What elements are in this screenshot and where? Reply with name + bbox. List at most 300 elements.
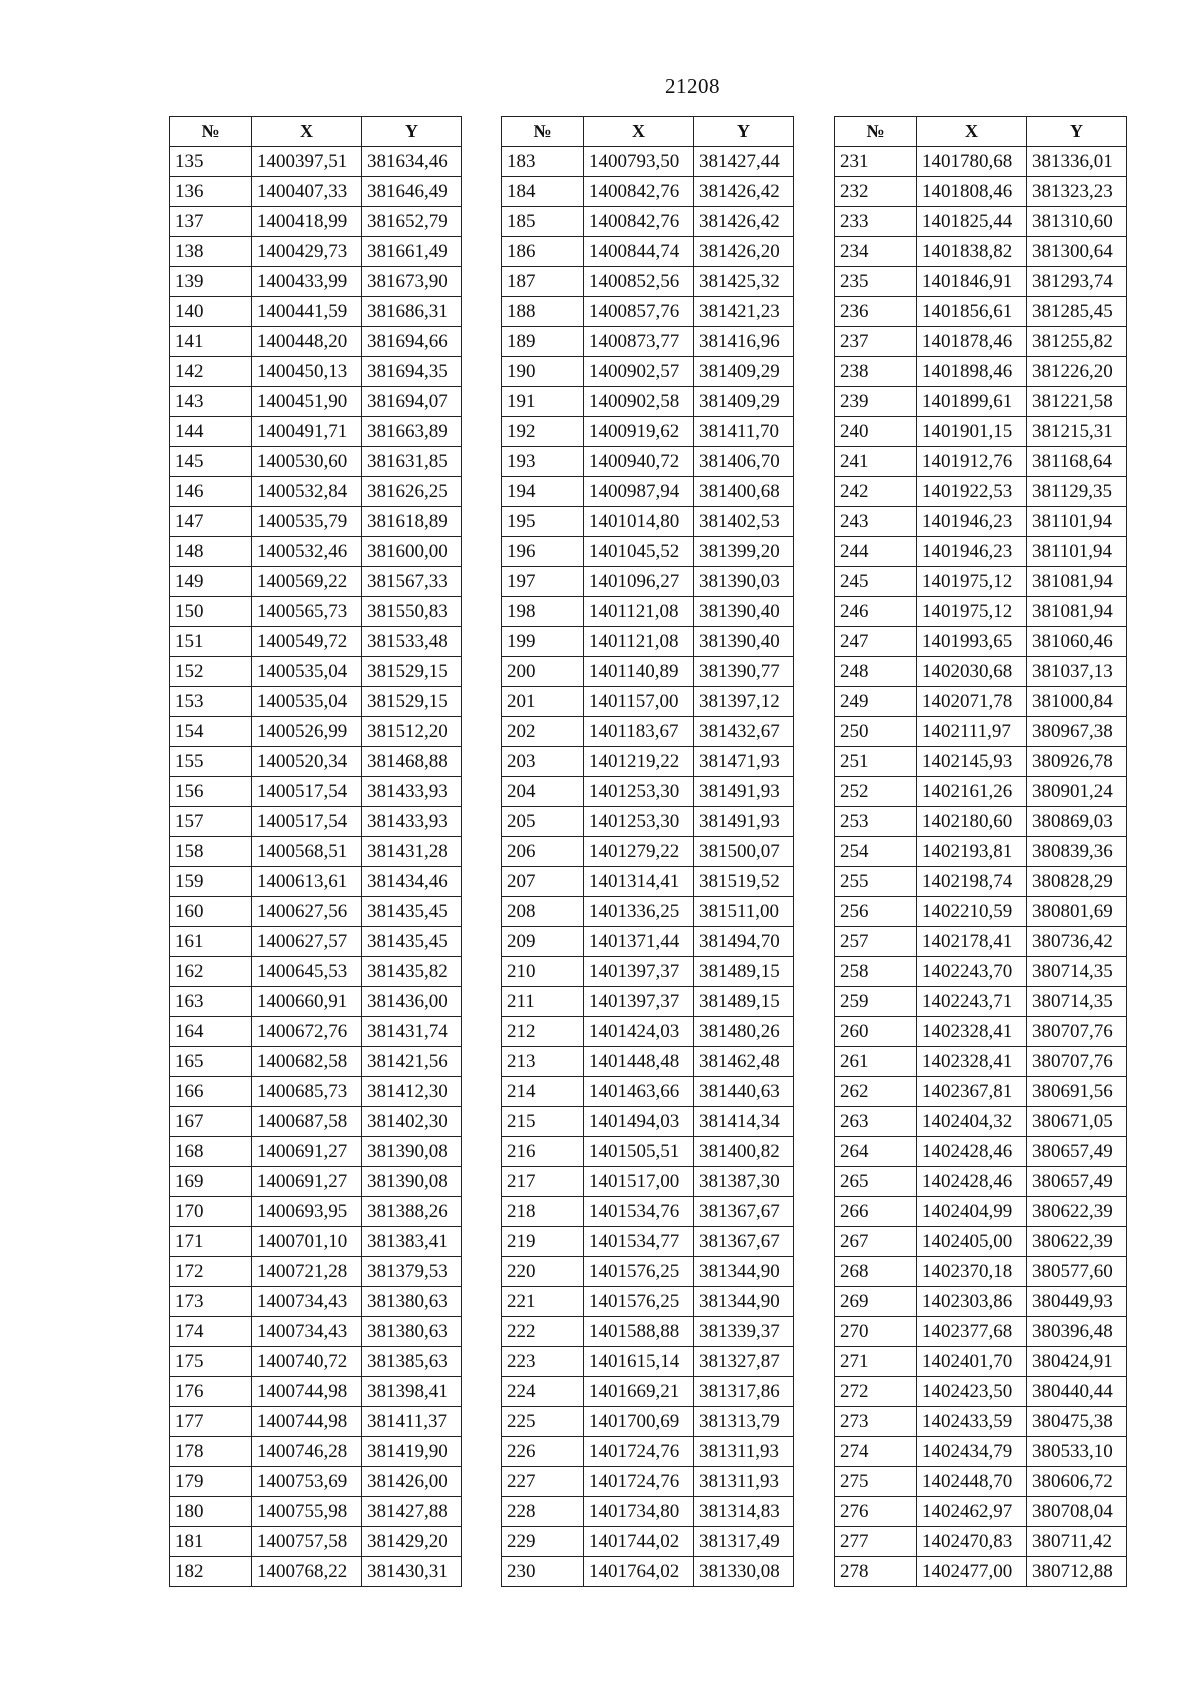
cell-number: 149 [170,567,252,597]
table-row [835,957,1127,987]
cell-y: 381600,00 [362,537,462,567]
cell-number: 192 [502,417,584,447]
cell-number: 180 [170,1497,252,1527]
cell-x: 1401669,21 [584,1377,694,1407]
cell-number: 155 [170,747,252,777]
cell-number: 142 [170,357,252,387]
table-row [170,1257,462,1287]
cell-y: 381367,67 [694,1227,794,1257]
column-header-number: № [835,117,917,147]
table-row [502,447,794,477]
cell-number: 177 [170,1407,252,1437]
cell-y: 380449,93 [1027,1287,1127,1317]
cell-y: 381626,25 [362,477,462,507]
table-row [170,1437,462,1467]
cell-number: 171 [170,1227,252,1257]
table-row [170,1287,462,1317]
table-row [835,477,1127,507]
cell-number: 144 [170,417,252,447]
table-row [502,897,794,927]
table-row [502,1467,794,1497]
cell-number: 146 [170,477,252,507]
cell-number: 205 [502,807,584,837]
table-row [835,1197,1127,1227]
cell-y: 381310,60 [1027,207,1127,237]
cell-y: 381388,26 [362,1197,462,1227]
cell-y: 380926,78 [1027,747,1127,777]
cell-number: 235 [835,267,917,297]
cell-x: 1400740,72 [252,1347,362,1377]
cell-x: 1400693,95 [252,1197,362,1227]
cell-number: 141 [170,327,252,357]
cell-x: 1400768,22 [252,1557,362,1587]
table-row [502,837,794,867]
cell-y: 381344,90 [694,1257,794,1287]
cell-number: 165 [170,1047,252,1077]
table-row [835,837,1127,867]
cell-number: 175 [170,1347,252,1377]
cell-number: 202 [502,717,584,747]
cell-y: 381400,68 [694,477,794,507]
table-row [170,507,462,537]
cell-number: 236 [835,297,917,327]
cell-y: 381402,53 [694,507,794,537]
cell-x: 1401946,23 [917,537,1027,567]
cell-number: 211 [502,987,584,1017]
table-row [502,717,794,747]
cell-y: 381432,67 [694,717,794,747]
cell-x: 1400672,76 [252,1017,362,1047]
cell-x: 1401253,30 [584,807,694,837]
table-row [170,777,462,807]
cell-number: 161 [170,927,252,957]
cell-x: 1400569,22 [252,567,362,597]
cell-x: 1400691,27 [252,1137,362,1167]
table-row [502,267,794,297]
table-row [170,1137,462,1167]
cell-x: 1401517,00 [584,1167,694,1197]
cell-x: 1402462,97 [917,1497,1027,1527]
cell-number: 229 [502,1527,584,1557]
cell-x: 1400407,33 [252,177,362,207]
cell-x: 1401899,61 [917,387,1027,417]
table-row [170,1347,462,1377]
table-row [502,1017,794,1047]
cell-x: 1402370,18 [917,1257,1027,1287]
table-row [170,207,462,237]
cell-x: 1402030,68 [917,657,1027,687]
cell-number: 166 [170,1077,252,1107]
cell-number: 190 [502,357,584,387]
cell-number: 210 [502,957,584,987]
cell-number: 261 [835,1047,917,1077]
table-row [170,147,462,177]
cell-x: 1401183,67 [584,717,694,747]
cell-x: 1400532,46 [252,537,362,567]
cell-y: 381480,26 [694,1017,794,1047]
cell-number: 240 [835,417,917,447]
table-row [502,1407,794,1437]
cell-y: 381471,93 [694,747,794,777]
table-row [835,357,1127,387]
cell-y: 381631,85 [362,447,462,477]
table-row [170,1077,462,1107]
cell-y: 381567,33 [362,567,462,597]
cell-y: 381000,84 [1027,687,1127,717]
cell-x: 1400757,58 [252,1527,362,1557]
cell-y: 381550,83 [362,597,462,627]
cell-y: 381323,23 [1027,177,1127,207]
table-row [835,867,1127,897]
cell-x: 1402423,50 [917,1377,1027,1407]
cell-y: 380714,35 [1027,987,1127,1017]
cell-x: 1401140,89 [584,657,694,687]
cell-x: 1402161,26 [917,777,1027,807]
cell-y: 380533,10 [1027,1437,1127,1467]
cell-number: 137 [170,207,252,237]
table-row [835,1227,1127,1257]
cell-number: 199 [502,627,584,657]
cell-y: 380657,49 [1027,1167,1127,1197]
table-row [502,147,794,177]
table-row [502,627,794,657]
table-row [170,1317,462,1347]
cell-x: 1401314,41 [584,867,694,897]
cell-number: 242 [835,477,917,507]
table-row [835,597,1127,627]
table-row [502,537,794,567]
table-row [835,237,1127,267]
table-row [502,1167,794,1197]
table-row [502,1437,794,1467]
cell-number: 276 [835,1497,917,1527]
cell-number: 187 [502,267,584,297]
cell-number: 272 [835,1377,917,1407]
cell-x: 1401825,44 [917,207,1027,237]
cell-y: 381221,58 [1027,387,1127,417]
cell-y: 380707,76 [1027,1017,1127,1047]
cell-y: 380967,38 [1027,717,1127,747]
cell-y: 381255,82 [1027,327,1127,357]
table-row [835,747,1127,777]
cell-x: 1402243,70 [917,957,1027,987]
cell-y: 381421,23 [694,297,794,327]
cell-number: 227 [502,1467,584,1497]
cell-x: 1400721,28 [252,1257,362,1287]
table-row [170,867,462,897]
table-row [502,687,794,717]
cell-x: 1402180,60 [917,807,1027,837]
cell-number: 184 [502,177,584,207]
table-row [835,1467,1127,1497]
cell-number: 139 [170,267,252,297]
cell-number: 221 [502,1287,584,1317]
table-row [502,477,794,507]
cell-x: 1401764,02 [584,1557,694,1587]
cell-x: 1400755,98 [252,1497,362,1527]
cell-y: 380707,76 [1027,1047,1127,1077]
cell-y: 381686,31 [362,297,462,327]
cell-number: 152 [170,657,252,687]
cell-number: 138 [170,237,252,267]
table-row [170,1227,462,1257]
cell-number: 172 [170,1257,252,1287]
table-row [835,417,1127,447]
table-row [170,1527,462,1557]
table-row [170,1467,462,1497]
cell-number: 230 [502,1557,584,1587]
cell-number: 162 [170,957,252,987]
cell-y: 381409,29 [694,357,794,387]
cell-y: 381489,15 [694,957,794,987]
cell-y: 380712,88 [1027,1557,1127,1587]
coordinates-table-2 [501,116,794,1587]
cell-y: 381339,37 [694,1317,794,1347]
cell-x: 1401336,25 [584,897,694,927]
cell-number: 274 [835,1437,917,1467]
cell-number: 168 [170,1137,252,1167]
table-row [835,1137,1127,1167]
table-row [170,1497,462,1527]
table-row [835,1497,1127,1527]
cell-y: 381440,63 [694,1077,794,1107]
cell-y: 380714,35 [1027,957,1127,987]
table-row [502,1497,794,1527]
cell-number: 213 [502,1047,584,1077]
cell-number: 220 [502,1257,584,1287]
cell-number: 224 [502,1377,584,1407]
cell-number: 159 [170,867,252,897]
cell-y: 381634,46 [362,147,462,177]
table-row [170,1107,462,1137]
table-row [835,1557,1127,1587]
cell-number: 232 [835,177,917,207]
cell-number: 167 [170,1107,252,1137]
table-row [170,1047,462,1077]
table-row [170,957,462,987]
cell-number: 222 [502,1317,584,1347]
cell-x: 1401615,14 [584,1347,694,1377]
cell-y: 381311,93 [694,1467,794,1497]
cell-x: 1401846,91 [917,267,1027,297]
cell-number: 218 [502,1197,584,1227]
cell-x: 1400842,76 [584,177,694,207]
column-header-y: Y [694,117,794,147]
cell-y: 381431,74 [362,1017,462,1047]
cell-x: 1402198,74 [917,867,1027,897]
table-row [835,1527,1127,1557]
cell-y: 381383,41 [362,1227,462,1257]
cell-x: 1400627,56 [252,897,362,927]
table-row [502,1287,794,1317]
cell-number: 196 [502,537,584,567]
cell-y: 381081,94 [1027,597,1127,627]
cell-y: 381317,86 [694,1377,794,1407]
cell-y: 381694,07 [362,387,462,417]
table-row [502,1257,794,1287]
table-row [170,537,462,567]
cell-y: 381426,42 [694,207,794,237]
table-row [835,1257,1127,1287]
cell-x: 1401946,23 [917,507,1027,537]
cell-number: 156 [170,777,252,807]
cell-number: 264 [835,1137,917,1167]
table-row [502,387,794,417]
cell-y: 381661,49 [362,237,462,267]
cell-x: 1401878,46 [917,327,1027,357]
cell-y: 381215,31 [1027,417,1127,447]
cell-number: 188 [502,297,584,327]
cell-number: 265 [835,1167,917,1197]
cell-x: 1401371,44 [584,927,694,957]
cell-number: 215 [502,1107,584,1137]
cell-y: 381101,94 [1027,507,1127,537]
table-row [170,1557,462,1587]
cell-x: 1402111,97 [917,717,1027,747]
cell-x: 1402428,46 [917,1137,1027,1167]
cell-x: 1400744,98 [252,1377,362,1407]
table-row [835,387,1127,417]
table-row [170,687,462,717]
table-row [835,1437,1127,1467]
table-row [170,987,462,1017]
cell-x: 1400857,76 [584,297,694,327]
cell-x: 1401700,69 [584,1407,694,1437]
cell-y: 381491,93 [694,777,794,807]
cell-x: 1400517,54 [252,807,362,837]
cell-x: 1402210,59 [917,897,1027,927]
cell-number: 237 [835,327,917,357]
table-row [170,597,462,627]
cell-number: 259 [835,987,917,1017]
cell-x: 1402145,93 [917,747,1027,777]
cell-y: 380828,29 [1027,867,1127,897]
cell-x: 1402328,41 [917,1047,1027,1077]
cell-number: 223 [502,1347,584,1377]
cell-number: 169 [170,1167,252,1197]
cell-number: 163 [170,987,252,1017]
table-row [170,417,462,447]
column-header-x: X [917,117,1027,147]
cell-y: 381419,90 [362,1437,462,1467]
table-row [835,1317,1127,1347]
cell-x: 1400549,72 [252,627,362,657]
cell-number: 204 [502,777,584,807]
cell-x: 1401424,03 [584,1017,694,1047]
cell-x: 1400441,59 [252,297,362,327]
cell-x: 1402243,71 [917,987,1027,1017]
cell-y: 380657,49 [1027,1137,1127,1167]
table-row [170,1197,462,1227]
column-header-number: № [502,117,584,147]
cell-y: 380622,39 [1027,1227,1127,1257]
cell-number: 150 [170,597,252,627]
cell-x: 1402377,68 [917,1317,1027,1347]
cell-x: 1400852,56 [584,267,694,297]
cell-x: 1401975,12 [917,567,1027,597]
cell-number: 208 [502,897,584,927]
column-header-number: № [170,117,252,147]
cell-y: 380691,56 [1027,1077,1127,1107]
cell-number: 174 [170,1317,252,1347]
cell-x: 1402434,79 [917,1437,1027,1467]
cell-number: 233 [835,207,917,237]
cell-y: 381435,45 [362,927,462,957]
cell-x: 1402328,41 [917,1017,1027,1047]
cell-x: 1400418,99 [252,207,362,237]
cell-x: 1401724,76 [584,1437,694,1467]
cell-x: 1400645,53 [252,957,362,987]
cell-y: 381168,64 [1027,447,1127,477]
cell-number: 173 [170,1287,252,1317]
cell-y: 381390,08 [362,1137,462,1167]
cell-number: 200 [502,657,584,687]
table-row [170,897,462,927]
cell-y: 381285,45 [1027,297,1127,327]
cell-number: 268 [835,1257,917,1287]
cell-number: 181 [170,1527,252,1557]
table-row [835,1377,1127,1407]
cell-number: 140 [170,297,252,327]
cell-number: 273 [835,1407,917,1437]
cell-x: 1402193,81 [917,837,1027,867]
cell-y: 381512,20 [362,717,462,747]
cell-y: 381390,40 [694,597,794,627]
cell-y: 381379,53 [362,1257,462,1287]
table-row [835,177,1127,207]
cell-y: 380440,44 [1027,1377,1127,1407]
cell-x: 1401219,22 [584,747,694,777]
cell-x: 1400685,73 [252,1077,362,1107]
table-row [170,237,462,267]
cell-y: 381390,40 [694,627,794,657]
cell-y: 381411,37 [362,1407,462,1437]
cell-number: 238 [835,357,917,387]
cell-y: 380396,48 [1027,1317,1127,1347]
cell-x: 1401576,25 [584,1287,694,1317]
cell-x: 1401838,82 [917,237,1027,267]
cell-y: 381412,30 [362,1077,462,1107]
cell-number: 209 [502,927,584,957]
cell-x: 1401096,27 [584,567,694,597]
cell-y: 381529,15 [362,687,462,717]
cell-y: 381500,07 [694,837,794,867]
table-row [170,1017,462,1047]
cell-x: 1400397,51 [252,147,362,177]
table-row [835,447,1127,477]
cell-x: 1401576,25 [584,1257,694,1287]
cell-number: 198 [502,597,584,627]
table-row [502,177,794,207]
cell-number: 153 [170,687,252,717]
cell-x: 1401397,37 [584,957,694,987]
table-row [502,1527,794,1557]
cell-y: 381421,56 [362,1047,462,1077]
cell-x: 1401856,61 [917,297,1027,327]
cell-number: 260 [835,1017,917,1047]
cell-number: 255 [835,867,917,897]
cell-y: 381300,64 [1027,237,1127,267]
table-row [835,987,1127,1017]
page-number: 21208 [665,74,720,98]
cell-number: 136 [170,177,252,207]
cell-number: 267 [835,1227,917,1257]
cell-x: 1402477,00 [917,1557,1027,1587]
cell-x: 1401744,02 [584,1527,694,1557]
cell-x: 1400613,61 [252,867,362,897]
cell-y: 381390,08 [362,1167,462,1197]
cell-number: 194 [502,477,584,507]
